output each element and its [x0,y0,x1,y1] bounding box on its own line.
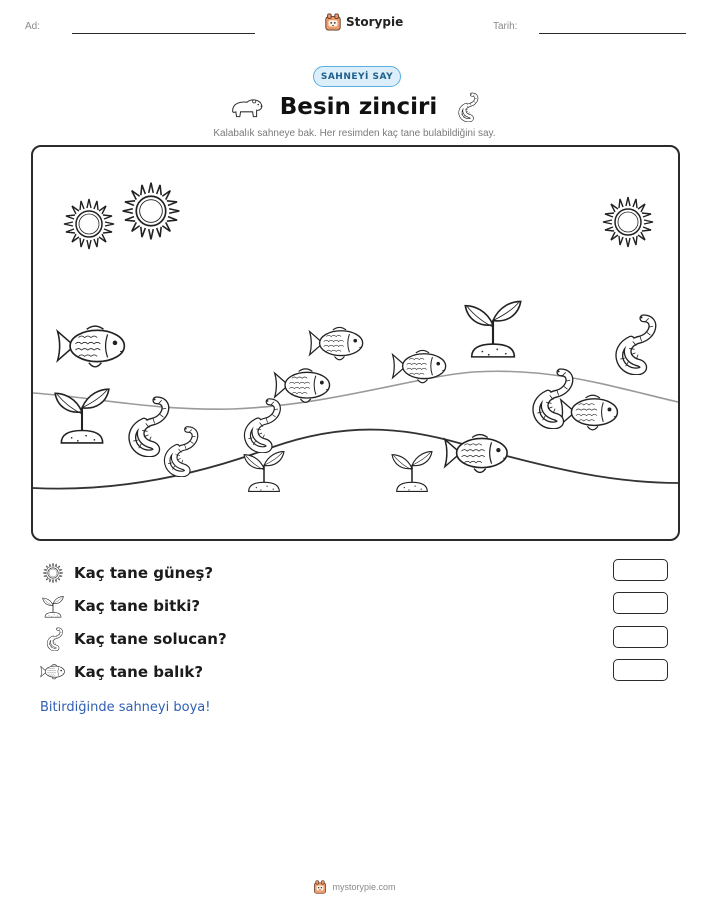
date-field[interactable] [539,33,686,34]
worm-icon [167,428,195,474]
name-field[interactable] [72,33,255,34]
storypie-mascot-icon [324,13,342,31]
answer-box-plant[interactable] [613,592,668,614]
footer-url[interactable]: mystorypie.com [332,882,396,892]
storypie-mascot-icon [313,880,327,894]
question-text: Kaç tane balık? [74,663,204,681]
answer-box-sun[interactable] [613,559,668,581]
title-row [0,92,709,122]
plant-icon [392,452,432,492]
fish-icon [58,326,125,367]
question-text: Kaç tane bitki? [74,597,201,615]
footer [0,880,709,894]
answer-box-fish[interactable] [613,659,668,681]
instructions: Kalabalık sahneye bak. Her resimden kaç tane bulabildiğini say. [213,128,496,139]
question-row-fish [40,660,203,684]
worm-title-icon [452,92,480,122]
plant-icon [244,452,284,492]
question-text: Kaç tane güneş? [74,564,214,582]
brand-logo [324,13,403,31]
plant-icon [465,301,520,356]
sun-icon [603,197,653,247]
sun-icon [40,561,66,585]
sun-icon [123,183,180,240]
scene-illustration [33,147,678,539]
counting-scene [31,145,680,541]
brand-name: Storypie [346,15,404,29]
question-text: Kaç tane solucan? [74,630,227,648]
answer-box-worm[interactable] [613,626,668,648]
plant-icon [40,594,66,618]
polar-bear-icon [229,95,265,119]
question-row-worm [40,627,227,651]
coloring-note: Bitirdiğinde sahneyi boya! [40,700,211,715]
fish-icon [310,327,363,359]
name-label: Ad: [25,21,41,32]
sun-icon [64,199,114,249]
activity-type-badge: SAHNEYİ SAY [313,66,401,87]
fish-icon [393,350,446,382]
question-row-plant [40,594,200,618]
worm-icon [40,627,66,651]
fish-icon [275,369,330,402]
fish-icon [40,660,66,684]
fish-icon [445,435,507,473]
fish-icon [561,395,618,430]
page-title: Besin zinciri [279,94,438,120]
date-label: Tarih: [493,21,518,32]
worm-icon [619,316,653,371]
question-row-sun [40,561,213,585]
